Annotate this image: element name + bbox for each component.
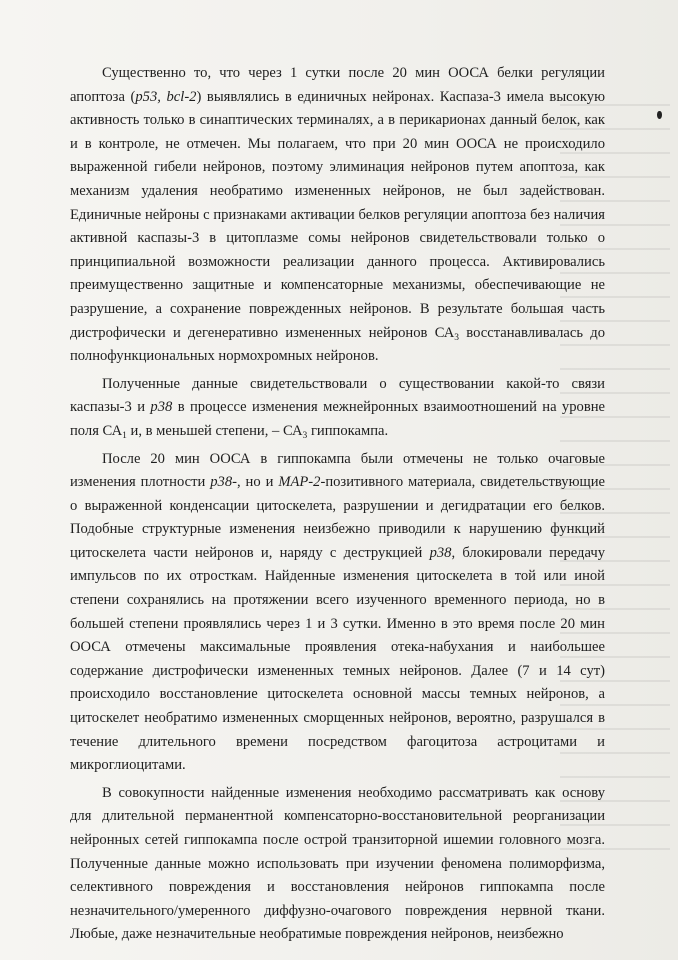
ink-mark [657, 111, 662, 119]
paragraph-4: В совокупности найденные изменения необходимо рассматривать как основу для длительной перманентной компенсаторно-восстановительной реорганизации нейронных сетей гиппокампа после острой транзиторной ишемии головного мозга. Полученные данные можно использовать при изучении феномена полиморфизма, селективного повреждения и восстановления нейронов гиппокампа после незначительного/умеренного диффузно-очагового повреждения нервной ткани. Любые, даже незначительные необратимые повреждения нейронов, неизбежно [70, 784, 605, 943]
paragraph-3: После 20 мин ООСА в гиппокампа были отмечены не только очаговые изменения плотности p38-, но и MAP-2-позитивного материала, свидетельствующие о выраженной конденсации цитоскелета, разрушении и дегидратации его белков. Подобные структурные изменения неизбежно приводили к нарушению функций цитоскелета части нейронов и, наряду с деструкцией p38, блокировали передачу импульсов по их отросткам. Найденные изменения цитоскелета в той или иной степени сохранялись на протяжении всего изученного временного периода, но в большей степени проявлялись через 1 и 3 сутки. Именно в это время после 20 мин ООСА отмечены максимальные проявления отека-набухания и наибольшее содержание дистрофически измененных темных нейронов. Далее (7 и 14 сут) происходило восстановление цитоскелета основной массы темных нейронов, а цитоскелет необратимо измененных сморщенных нейронов, вероятно, разрушался в течение длительного времени посредством фагоцитоза астроцитами и микроглиоцитами. [70, 450, 605, 774]
body-text [70, 62, 605, 947]
paragraph-2: Полученные данные свидетельствовали о существовании какой-то связи каспазы-3 и p38 в процессе изменения межнейронных взаимоотношений на уровне поля $СА_1$ и, в меньшей степени, – $СА_3$ гиппокампа. [70, 375, 605, 441]
paragraph-1: Существенно то, что через 1 сутки после 20 мин ООСА белки регуляции апоптоза (p53, bcl-2) выявлялись в единичных нейронах. Каспаза-3 имела высокую активность только в синаптических терминалях, а в перикарионах данный белок, как и в контроле, не отмечен. Мы полагаем, что при 20 мин ООСА не происходило выраженной гибели нейронов, поэтому элиминация нейронов путем апоптоза, как механизм удаления необратимо измененных нейронов, не был задействован. Единичные нейроны с признаками активации белков регуляции апоптоза без наличия активной каспазы-3 в цитоплазме сомы нейронов свидетельствовали только о принципиальной возможности реализации данного процесса. Активировались преимущественно защитные и компенсаторные механизмы, обеспечивающие не разрушение, а сохранение поврежденных нейронов. В результате большая часть дистрофически и дегенеративно измененных нейронов $СА_3$ восстанавливалась до полнофункциональных нормохромных нейронов. [70, 65, 606, 365]
